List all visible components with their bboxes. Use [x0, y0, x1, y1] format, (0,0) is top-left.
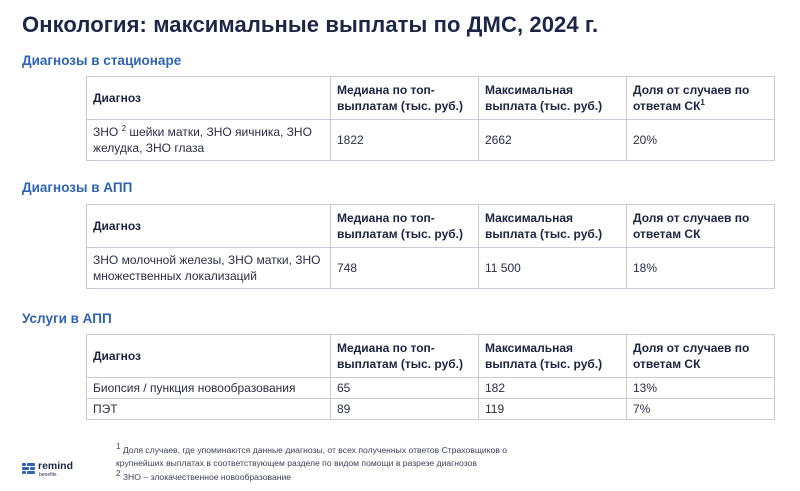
header-median: Медиана по топ-выплатам (тыс. руб.) — [331, 77, 479, 120]
table-inpatient — [86, 76, 775, 161]
header-max: Максимальная выплата (тыс. руб.) — [479, 77, 627, 120]
remind-logo — [22, 461, 73, 478]
header-max: Максимальная выплата (тыс. руб.) — [479, 205, 627, 248]
cell-diagnosis: ЗНО молочной железы, ЗНО матки, ЗНО множественных локализаций — [87, 248, 331, 289]
cell-diagnosis-post: шейки матки, ЗНО яичника, ЗНО желудка, ЗНО глаза — [93, 124, 312, 155]
cell-max: 182 — [479, 378, 627, 399]
table-row — [87, 248, 775, 289]
header-share: Доля от случаев по ответам СК — [627, 335, 775, 378]
footnote-ref: 2 — [121, 123, 127, 133]
table-row — [87, 120, 775, 161]
header-median: Медиана по топ-выплатам (тыс. руб.) — [331, 205, 479, 248]
cell-diagnosis — [87, 120, 331, 161]
logo-sub: benefits — [39, 472, 57, 478]
footnote-text: Доля случаев, где упоминаются данные диагнозы, от всех полученных ответов Страховщиков о крупнейших выплатах в соответствующем разделе по видом помощи в разрезе диагнозов — [116, 445, 508, 468]
cell-share: 20% — [627, 120, 775, 161]
footnote-ref: 1 — [700, 98, 705, 107]
cell-median: 1822 — [331, 120, 479, 161]
footnote-text: ЗНО – злокачественное новообразование — [122, 472, 292, 482]
cell-share: 13% — [627, 378, 775, 399]
table-header-row — [87, 77, 775, 120]
table-outpatient-services — [86, 334, 775, 420]
footnote-1 — [116, 444, 556, 469]
cell-diagnosis-pre: ЗНО — [93, 124, 119, 139]
section-title-inpatient: Диагнозы в стационаре — [22, 53, 182, 68]
logo-name: remind — [38, 460, 74, 472]
cell-max: 11 500 — [479, 248, 627, 289]
cell-max: 119 — [479, 399, 627, 420]
cell-diagnosis: Биопсия / пункция новообразования — [87, 378, 331, 399]
logo-text — [38, 461, 73, 478]
cell-share: 18% — [627, 248, 775, 289]
table-outpatient-diagnoses — [86, 204, 775, 289]
header-share — [627, 77, 775, 120]
section-title-outpatient-services: Услуги в АПП — [22, 311, 112, 326]
header-diagnosis: Диагноз — [87, 205, 331, 248]
header-median: Медиана по топ-выплатам (тыс. руб.) — [331, 335, 479, 378]
footnote-mark: 2 — [116, 469, 121, 479]
header-diagnosis: Диагноз — [87, 335, 331, 378]
table-row — [87, 378, 775, 399]
cell-share: 7% — [627, 399, 775, 420]
cell-median: 748 — [331, 248, 479, 289]
cell-max: 2662 — [479, 120, 627, 161]
table-row — [87, 399, 775, 420]
cell-diagnosis: ПЭТ — [87, 399, 331, 420]
header-share: Доля от случаев по ответам СК — [627, 205, 775, 248]
remind-logo-icon — [22, 462, 35, 475]
header-diagnosis: Диагноз — [87, 77, 331, 120]
footnotes — [116, 444, 556, 484]
cell-median: 65 — [331, 378, 479, 399]
table-header-row — [87, 205, 775, 248]
header-share-text: Доля от случаев по ответам СК — [633, 82, 750, 113]
table-header-row — [87, 335, 775, 378]
footnote-mark: 1 — [116, 442, 121, 452]
section-title-outpatient-diagnoses: Диагнозы в АПП — [22, 180, 133, 195]
footnote-2 — [116, 471, 556, 484]
header-max: Максимальная выплата (тыс. руб.) — [479, 335, 627, 378]
cell-median: 89 — [331, 399, 479, 420]
page-title: Онкология: максимальные выплаты по ДМС, 2024 г. — [22, 12, 599, 37]
